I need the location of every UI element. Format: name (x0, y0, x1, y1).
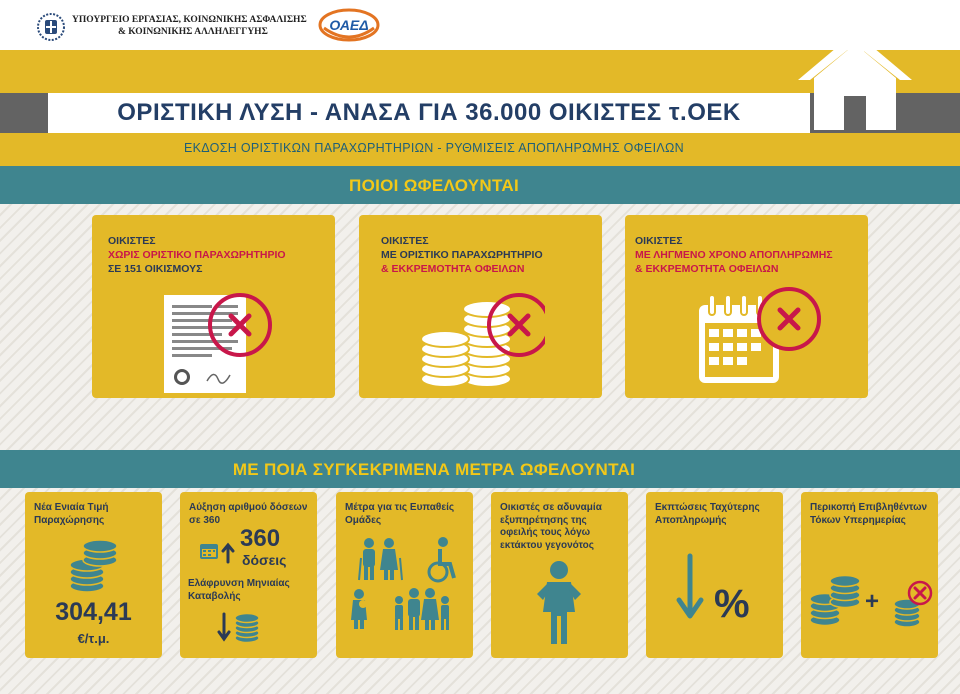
price-value: 304,41 (55, 598, 132, 626)
who-card-with-debts (359, 215, 602, 398)
measure-card-title: Εκπτώσεις Ταχύτερης Αποπληρωμής (655, 502, 760, 526)
measure-card-interest (801, 492, 938, 658)
person-confused-icon (491, 492, 628, 658)
oaed-logo-text: ΟΑΕΔ (329, 17, 369, 33)
measures-heading: ΜΕ ΠΟΙΑ ΣΥΓΚΕΚΡΙΜΕΝΑ ΜΕΤΡΑ ΩΦΕΛΟΥΝΤΑΙ (232, 460, 636, 479)
coins-icon (801, 492, 938, 658)
measure-card-discounts (646, 492, 783, 658)
discount-icon (646, 492, 783, 658)
greek-emblem-icon (36, 12, 66, 42)
who-card-line2: ΜΕ ΟΡΙΣΤΙΚΟ ΠΑΡΑΧΩΡΗΤΗΡΙΟ (381, 249, 543, 261)
who-card-line3: & ΕΚΚΡΕΜΟΤΗΤΑ ΟΦΕΙΛΩΝ (635, 263, 779, 275)
measure-card-vulnerable (336, 492, 473, 658)
percent-symbol: % (714, 582, 750, 626)
vulnerable-groups-icon (336, 492, 473, 658)
who-card-line3: & ΕΚΚΡΕΜΟΤΗΤΑ ΟΦΕΙΛΩΝ (381, 263, 525, 275)
installments-number: 360 (240, 525, 281, 552)
document-icon (152, 285, 282, 393)
who-card-text (381, 234, 543, 276)
measure-card-title: Νέα Ενιαία Τιμή Παραχώρησης (34, 502, 109, 526)
who-card-no-permit (92, 215, 335, 398)
price-unit: €/τ.μ. (77, 631, 110, 646)
ministry-line-1: ΥΠΟΥΡΓΕΙΟ ΕΡΓΑΣΙΑΣ, ΚΟΙΝΩΝΙΚΗΣ ΑΣΦΑΛΙΣΗΣ (72, 15, 307, 25)
ministry-line-2: & ΚΟΙΝΩΝΙΚΗΣ ΑΛΛΗΛΕΓΓΥΗΣ (118, 27, 268, 37)
ministry-name (72, 14, 307, 38)
oaed-logo (318, 8, 380, 42)
who-card-line2: ΜΕ ΛΗΓΜΕΝΟ ΧΡΟΝΟ ΑΠΟΠΛΗΡΩΜΗΣ (635, 249, 833, 261)
measure-card-installments (180, 492, 317, 658)
who-card-line2: ΧΩΡΙΣ ΟΡΙΣΤΙΚΟ ΠΑΡΑΧΩΡΗΤΗΡΙΟ (108, 249, 286, 261)
who-card-text (108, 234, 286, 276)
calendar-icon (695, 285, 825, 393)
measure-card-title: Αύξηση αριθμού δόσεων σε 360 (189, 502, 308, 526)
installments-label: δόσεις (242, 552, 287, 568)
who-card-line1: ΟΙΚΙΣΤΕΣ (635, 235, 683, 247)
page-subtitle: ΕΚΔΟΣΗ ΟΡΙΣΤΙΚΩΝ ΠΑΡΑΧΩΡΗΤΗΡΙΩΝ - ΡΥΘΜΙΣΕΙΣ ΑΠΟΠΛΗΡΩΜΗΣ ΟΦΕΙΛΩΝ (184, 141, 684, 155)
who-card-expired (625, 215, 868, 398)
measure-card-emergency (491, 492, 628, 658)
who-card-line3: ΣΕ 151 ΟΙΚΙΣΜΟΥΣ (108, 263, 203, 275)
measure-card-title: Μέτρα για τις Ευπαθείς Ομάδες (345, 502, 455, 526)
coins-icon (415, 285, 545, 393)
page-title: ΟΡΙΣΤΙΚΗ ΛΥΣΗ - ΑΝΑΣΑ ΓΙΑ 36.000 ΟΙΚΙΣΤΕΣ τ.ΟΕΚ (117, 99, 741, 126)
who-benefits-heading: ΠΟΙΟΙ ΩΦΕΛΟΥΝΤΑΙ (349, 176, 519, 195)
measure-card-title: Περικοπή Επιβληθέντων Τόκων Υπερημερίας (810, 502, 928, 526)
who-card-line1: ΟΙΚΙΣΤΕΣ (108, 235, 156, 247)
who-card-line1: ΟΙΚΙΣΤΕΣ (381, 235, 429, 247)
who-card-text (635, 234, 833, 276)
house-icon (790, 20, 920, 138)
calendar-icon (200, 544, 218, 559)
plus-symbol: + (865, 588, 880, 615)
installments-art (180, 492, 317, 658)
measure-card-title: Οικιστές σε αδυναμία εξυπηρέτησης της οφειλής τους λόγω εκτάκτου γεγονότος (500, 502, 602, 551)
monthly-relief-text: Ελάφρυνση Μηνιαίας Καταβολής (188, 578, 290, 602)
